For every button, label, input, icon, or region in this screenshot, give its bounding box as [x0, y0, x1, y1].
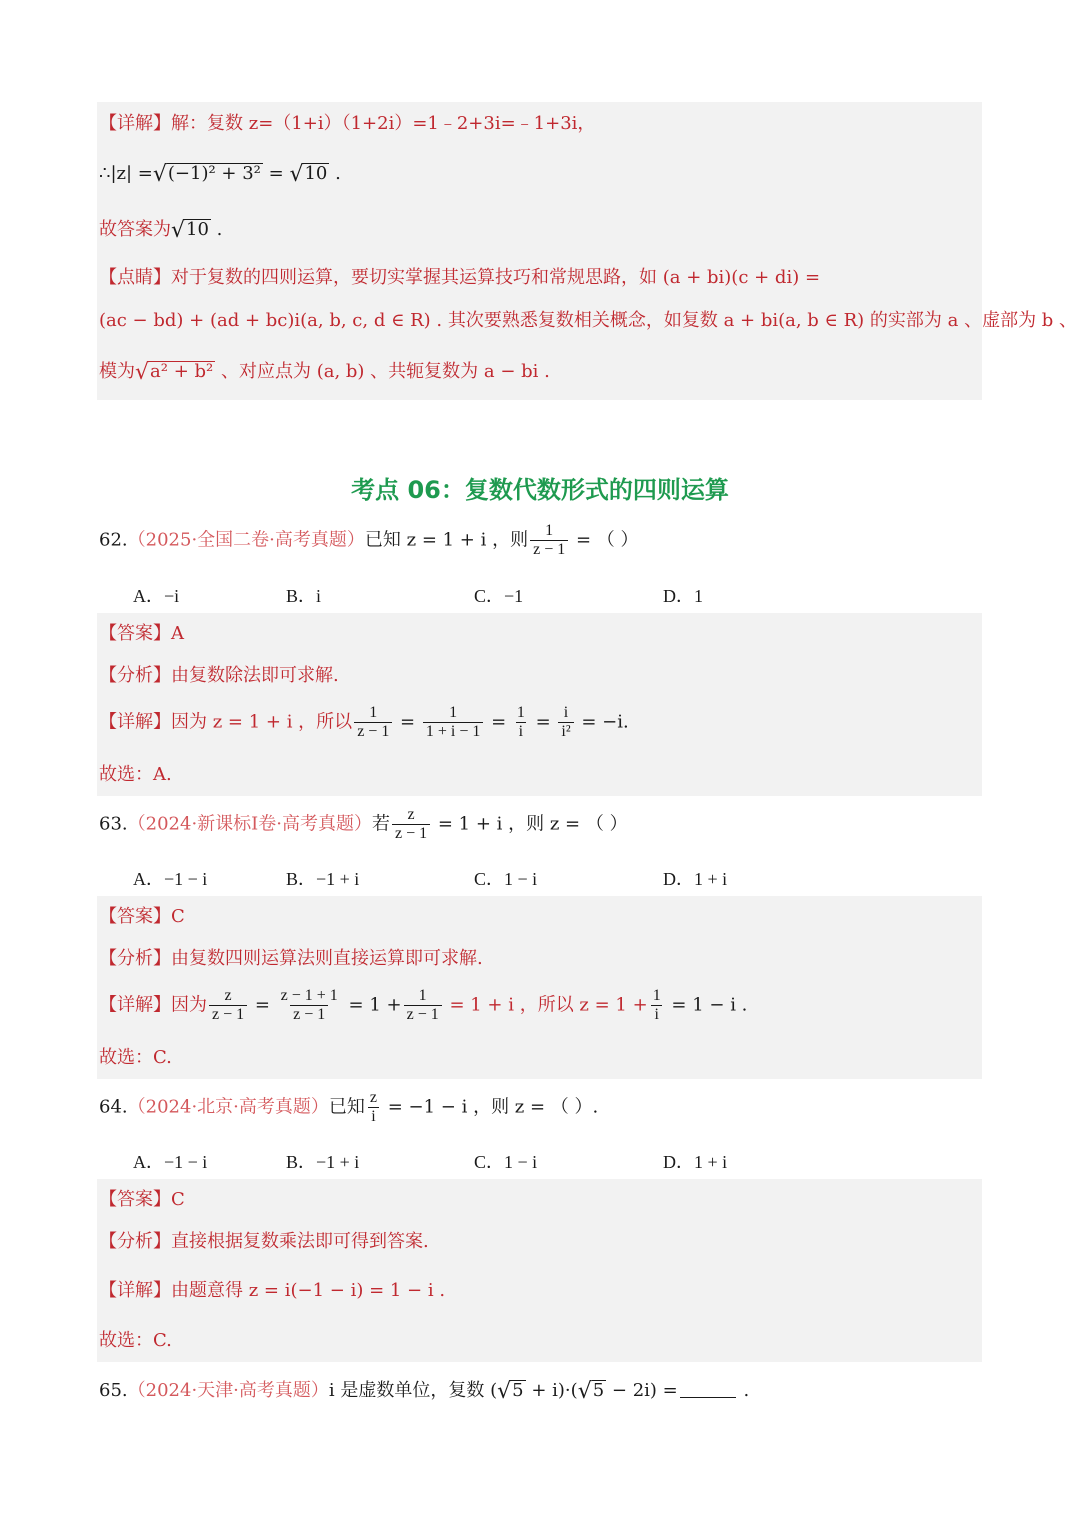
- option-d: D．1 + i: [663, 1152, 728, 1172]
- answer-value: A: [171, 623, 184, 644]
- detail-mid-2: = 1 + i ，所以 z = 1 +: [443, 994, 648, 1016]
- detail-fraction-3: [514, 704, 528, 741]
- detail-fraction-4: [558, 704, 573, 741]
- analysis-tag: 【分析】: [99, 665, 171, 686]
- analysis-63: [99, 950, 483, 968]
- detail-end: = −i.: [575, 711, 629, 733]
- question-fraction: [367, 1089, 380, 1126]
- detail-mid-1: = 1 +: [342, 994, 402, 1016]
- detail-fraction-4: [650, 987, 664, 1024]
- modulus-prefix: ∴|z| =: [99, 163, 153, 184]
- analysis-tag: 【分析】: [99, 948, 171, 969]
- question-text-mid: + i)·(: [525, 1380, 578, 1401]
- fraction-denominator: z − 1: [530, 540, 568, 559]
- period: .: [329, 163, 341, 184]
- detail-tag: 【详解】: [99, 113, 171, 134]
- option-b: B．i: [286, 586, 322, 606]
- answer-64: [99, 1191, 185, 1209]
- question-source: （2024·北京·高考真题）: [127, 1096, 329, 1118]
- question-text: 已知: [328, 1096, 365, 1118]
- answer-value: C: [171, 1189, 185, 1210]
- comment-line-1: [99, 269, 820, 287]
- fraction-numerator: z: [407, 806, 415, 823]
- question-63-stem: [99, 806, 628, 843]
- option-a: A．−i: [133, 586, 180, 606]
- answer-radical: 10: [186, 219, 209, 240]
- fraction-denominator: z − 1: [404, 1005, 442, 1024]
- option-a: A．−1 − i: [133, 1152, 208, 1172]
- fraction-numerator: z: [369, 1089, 378, 1106]
- detail-62: 【详解】因为 z = 1 + i ，所以 $\frac{1}{z - 1}$ = $\frac{1}{1 + i - 1}$ = $\frac{1}{i}$ = $\frac{i}{\text{i²}}$ = −i.: [99, 704, 629, 740]
- fraction-numerator: 1: [545, 522, 554, 539]
- answer-63: [99, 908, 185, 926]
- detail-fraction-3: [404, 987, 442, 1024]
- detail-fraction-2: [423, 704, 484, 741]
- question-65-stem: 65.（2024·天津·高考真题）i 是虚数单位，复数 (√5 + i)·(√5 − 2i) = .: [99, 1379, 750, 1404]
- modulus-formula: a² + b²: [150, 361, 214, 382]
- analysis-62: [99, 667, 339, 685]
- modulus-result: 10: [304, 163, 328, 184]
- analysis-64: [99, 1233, 429, 1251]
- question-source: （2024·新课标Ⅰ卷·高考真题）: [127, 813, 373, 835]
- question-number: 65.: [99, 1380, 128, 1401]
- fraction-denominator: i: [516, 722, 526, 741]
- period: .: [737, 1380, 750, 1401]
- detail-end: = 1 − i .: [665, 994, 748, 1016]
- question-text-end: = 1 + i ，则 z = （ ）: [432, 813, 628, 835]
- question-text: 若: [372, 813, 391, 835]
- question-62-stem: [99, 522, 638, 559]
- answer-prefix: 故答案为: [99, 219, 171, 240]
- question-fraction: [392, 806, 430, 843]
- detail-tag: 【详解】: [99, 1280, 171, 1301]
- choice-64: 故选：C.: [99, 1330, 172, 1351]
- comment-line-2: [99, 312, 1077, 330]
- question-number: 63.: [99, 813, 128, 835]
- modulus-line: ∴|z| =√(−1)² + 3² = √10 .: [99, 162, 341, 187]
- answer-blank[interactable]: [680, 1397, 736, 1398]
- answer-line: 故答案为√10 .: [99, 218, 223, 243]
- fraction-denominator: i²: [558, 722, 573, 741]
- comment-text-2: (ac − bd) + (ad + bc)i(a, b, c, d ∈ R) . 其次要熟悉复数相关概念，如复数 a + bi(a, b ∈ R) 的实部为 a 、虚部为 b 、: [99, 310, 1078, 331]
- comment-text-1: 对于复数的四则运算，要切实掌握其运算技巧和常规思路，如 (a + bi)(c + di) =: [171, 267, 821, 288]
- option-c: C．1 − i: [474, 1152, 538, 1172]
- question-source: （2024·天津·高考真题）: [127, 1380, 329, 1401]
- option-c: C．−1: [474, 586, 524, 606]
- detail-tag: 【详解】: [99, 711, 171, 733]
- detail-fraction-2: [278, 987, 341, 1024]
- answer-62: [99, 625, 184, 643]
- fraction-denominator: z − 1: [290, 1005, 328, 1024]
- detail-text: 由题意得 z = i(−1 − i) = 1 − i .: [171, 1280, 446, 1301]
- question-text-end: = −1 − i ，则 z = （ ）.: [382, 1096, 599, 1118]
- comment-tag: 【点睛】: [99, 267, 171, 288]
- detail-64: [99, 1282, 445, 1300]
- fraction-numerator: 1: [369, 704, 378, 721]
- detail-fraction-1: [209, 987, 247, 1024]
- section-title: 考点 06：复数代数形式的四则运算: [351, 476, 729, 504]
- fraction-denominator: z − 1: [392, 824, 430, 843]
- option-a: A．−1 − i: [133, 869, 208, 889]
- answer-tag: 【答案】: [99, 906, 171, 927]
- comment-line-3: 模为√a² + b² 、对应点为 (a, b) 、共轭复数为 a − bi .: [99, 360, 550, 385]
- question-64-stem: [99, 1089, 598, 1126]
- modulus-radicand: (−1)² + 3²: [167, 163, 261, 184]
- choice-63: 故选：C.: [99, 1047, 172, 1068]
- detail-fraction-1: [354, 704, 392, 741]
- question-text: 已知 z = 1 + i ，则: [364, 529, 529, 551]
- question-text-end: − 2i) =: [606, 1380, 678, 1401]
- detail-63: 【详解】因为 $\frac{z}{z - 1}$ = $\frac{z - 1 + 1}{z - 1}$ = 1 + $\frac{1}{z - 1}$ = 1 + i ，所以 z = 1 + $\frac{1}{i}$ = 1 − i .: [99, 987, 748, 1023]
- solution-block-61: [97, 102, 982, 400]
- question-text: i 是虚数单位，复数 (: [328, 1380, 498, 1401]
- detail-text: 因为: [171, 994, 207, 1016]
- solution-block-64: [97, 1179, 982, 1362]
- detail-tag: 【详解】: [99, 994, 171, 1016]
- answer-tag: 【答案】: [99, 623, 171, 644]
- question-fraction: [530, 522, 568, 559]
- detail-line: [99, 115, 595, 133]
- fraction-denominator: i: [651, 1005, 661, 1024]
- fraction-denominator: i: [368, 1107, 378, 1126]
- fraction-numerator: 1: [418, 987, 427, 1004]
- analysis-text: 直接根据复数乘法即可得到答案.: [171, 1231, 429, 1252]
- option-d: D．1 + i: [663, 869, 728, 889]
- comment-prefix-3: 模为: [99, 361, 135, 382]
- option-b: B．−1 + i: [286, 869, 360, 889]
- question-number: 64.: [99, 1096, 128, 1118]
- option-c: C．1 − i: [474, 869, 538, 889]
- analysis-tag: 【分析】: [99, 1231, 171, 1252]
- option-b: B．−1 + i: [286, 1152, 360, 1172]
- detail-text: 解：复数 z=（1+i）（1+2i）=1﹣2+3i=﹣1+3i，: [171, 113, 596, 134]
- fraction-denominator: z − 1: [209, 1005, 247, 1024]
- fraction-numerator: i: [563, 704, 569, 721]
- fraction-numerator: z: [224, 987, 232, 1004]
- period: .: [210, 219, 223, 240]
- fraction-numerator: 1: [652, 987, 661, 1004]
- fraction-denominator: z − 1: [354, 722, 392, 741]
- radicand-1: 5: [512, 1380, 524, 1401]
- detail-text: 因为 z = 1 + i ，所以: [171, 711, 353, 733]
- fraction-numerator: 1: [516, 704, 525, 721]
- equals: =: [262, 163, 290, 184]
- fraction-numerator: 1: [449, 704, 458, 721]
- fraction-denominator: 1 + i − 1: [423, 722, 484, 741]
- fraction-numerator: z − 1 + 1: [280, 987, 338, 1004]
- analysis-text: 由复数四则运算法则直接运算即可求解.: [171, 948, 483, 969]
- choice-62: 故选：A.: [99, 764, 172, 785]
- answer-tag: 【答案】: [99, 1189, 171, 1210]
- question-text-end: = （ ）: [570, 529, 639, 551]
- comment-text-3: 、对应点为 (a, b) 、共轭复数为 a − bi .: [215, 361, 550, 382]
- analysis-text: 由复数除法即可求解.: [171, 665, 339, 686]
- answer-value: C: [171, 906, 185, 927]
- option-d: D．1: [663, 586, 703, 606]
- radicand-2: 5: [592, 1380, 605, 1401]
- question-source: （2025·全国二卷·高考真题）: [127, 529, 365, 551]
- question-number: 62.: [99, 529, 128, 551]
